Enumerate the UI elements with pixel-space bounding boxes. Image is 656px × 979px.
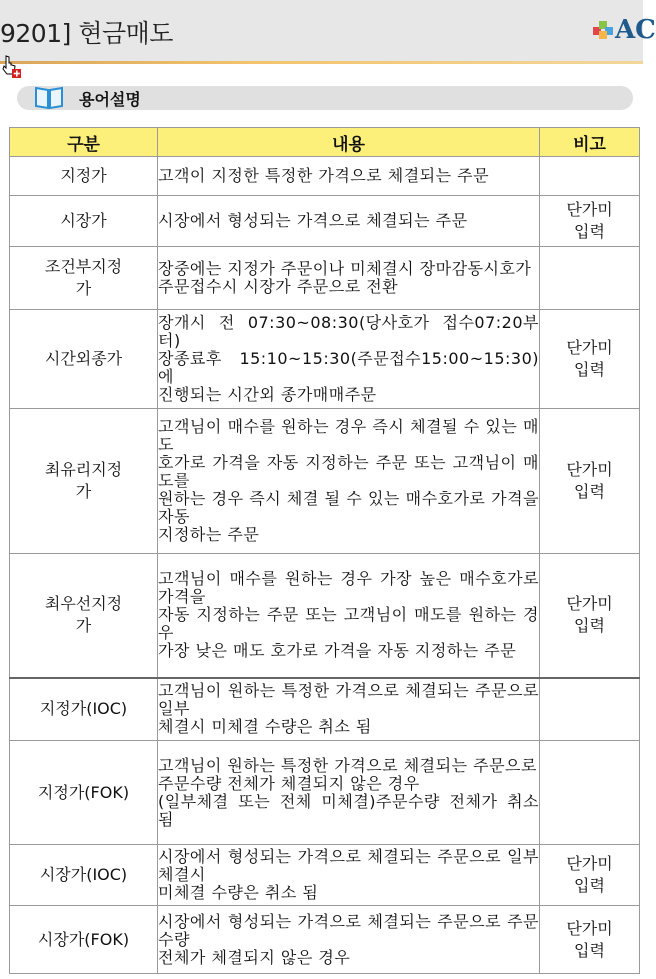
row-description xyxy=(158,409,540,554)
description-line: (일부체결 또는 전체 미체결)주문수량 전체가 취소 됨 xyxy=(158,791,539,829)
terms-table-body xyxy=(10,157,640,974)
row-category: 조건부지정 가 xyxy=(10,247,158,310)
description-line: 고객님이 매수를 원하는 경우 가장 높은 매수호가로 가격을 xyxy=(158,569,539,607)
titlebar-accent-line xyxy=(0,61,643,64)
row-note xyxy=(540,157,640,196)
row-description xyxy=(158,906,540,974)
row-note: 단가미 입력 xyxy=(540,906,640,974)
row-category: 지정가(FOK) xyxy=(10,741,158,845)
window-title: 9201] 현금매도 xyxy=(0,19,173,48)
description-line: 원하는 경우 즉시 체결 될 수 있는 매수호가로 가격을 자동 xyxy=(158,489,539,526)
description-line: 시장에서 형성되는 가격으로 체결되는 주문 xyxy=(158,211,468,230)
row-note: 단가미 입력 xyxy=(540,310,640,409)
hand-cursor-icon xyxy=(2,54,24,82)
row-category: 최유리지정 가 xyxy=(10,409,158,554)
header-note: 비고 xyxy=(540,128,640,157)
table-row xyxy=(10,906,640,974)
row-description xyxy=(158,554,540,678)
table-row xyxy=(10,554,640,678)
row-description xyxy=(158,247,540,310)
table-row xyxy=(10,157,640,196)
row-note: 단가미 입력 xyxy=(540,554,640,678)
terms-table xyxy=(9,127,640,974)
row-note: 단가미 입력 xyxy=(540,196,640,247)
description-line: 시장에서 형성되는 가격으로 체결되는 주문으로 주문수량 xyxy=(158,911,539,949)
row-description xyxy=(158,845,540,906)
description-line: 호가로 가격을 자동 지정하는 주문 또는 고객님이 매도를 xyxy=(158,453,539,490)
header-content: 내용 xyxy=(158,128,540,157)
row-note: 단가미 입력 xyxy=(540,409,640,554)
row-category: 지정가 xyxy=(10,157,158,196)
row-note: 단가미 입력 xyxy=(540,845,640,906)
description-line: 가장 낮은 매도 호가로 가격을 자동 지정하는 주문 xyxy=(158,641,517,661)
description-line: 주문접수시 시장가 주문으로 전환 xyxy=(158,277,399,296)
table-row xyxy=(10,247,640,310)
book-icon xyxy=(34,84,64,110)
section-title: 용어설명 xyxy=(79,90,141,109)
description-line: 고객님이 원하는 특정한 가격으로 체결되는 주문으로 일부 xyxy=(158,681,539,719)
description-line: 자동 지정하는 주문 또는 고객님이 매도를 원하는 경우 xyxy=(158,605,539,643)
row-description xyxy=(158,310,540,409)
row-note xyxy=(540,247,640,310)
row-description xyxy=(158,157,540,196)
row-description xyxy=(158,196,540,247)
row-note xyxy=(540,741,640,845)
row-description xyxy=(158,678,540,741)
row-category: 최우선지정 가 xyxy=(10,554,158,678)
table-row xyxy=(10,678,640,741)
row-category: 시장가(FOK) xyxy=(10,906,158,974)
row-category: 지정가(IOC) xyxy=(10,678,158,741)
description-line: 장종료후 15:10~15:30(주문접수15:00~15:30)에 xyxy=(158,349,539,386)
logo-cubes-icon xyxy=(592,19,614,41)
description-line: 지정하는 주문 xyxy=(158,525,260,544)
description-line: 진행되는 시간외 종가매매주문 xyxy=(158,385,377,404)
table-header-row xyxy=(10,128,640,157)
description-line: 주문수량 전체가 체결되지 않은 경우 xyxy=(158,773,420,793)
row-description xyxy=(158,741,540,845)
row-note xyxy=(540,678,640,741)
description-line: 장중에는 지정가 주문이나 미체결시 장마감동시호가 xyxy=(158,259,532,278)
row-category: 시장가 xyxy=(10,196,158,247)
description-line: 전체가 체결되지 않은 경우 xyxy=(158,947,351,967)
table-row xyxy=(10,845,640,906)
window-titlebar xyxy=(0,0,656,62)
table-row xyxy=(10,310,640,409)
description-line: 고객님이 매수를 원하는 경우 즉시 체결될 수 있는 매도 xyxy=(158,417,539,454)
description-line: 고객이 지정한 특정한 가격으로 체결되는 주문 xyxy=(158,166,490,185)
logo-text: AC xyxy=(615,15,656,45)
table-row xyxy=(10,741,640,845)
table-row xyxy=(10,196,640,247)
description-line: 체결시 미체결 수량은 취소 됨 xyxy=(158,717,372,737)
description-line: 장개시 전 07:30~08:30(당사호가 접수07:20부터) xyxy=(158,313,539,350)
description-line: 시장에서 형성되는 가격으로 체결되는 주문으로 일부 체결시 xyxy=(158,847,539,884)
header-category: 구분 xyxy=(10,128,158,157)
description-line: 고객님이 원하는 특정한 가격으로 체결되는 주문으로 xyxy=(158,755,537,775)
row-category: 시간외종가 xyxy=(10,310,158,409)
brand-logo xyxy=(592,15,656,47)
description-line: 미체결 수량은 취소 됨 xyxy=(158,883,319,902)
table-row xyxy=(10,409,640,554)
row-category: 시장가(IOC) xyxy=(10,845,158,906)
